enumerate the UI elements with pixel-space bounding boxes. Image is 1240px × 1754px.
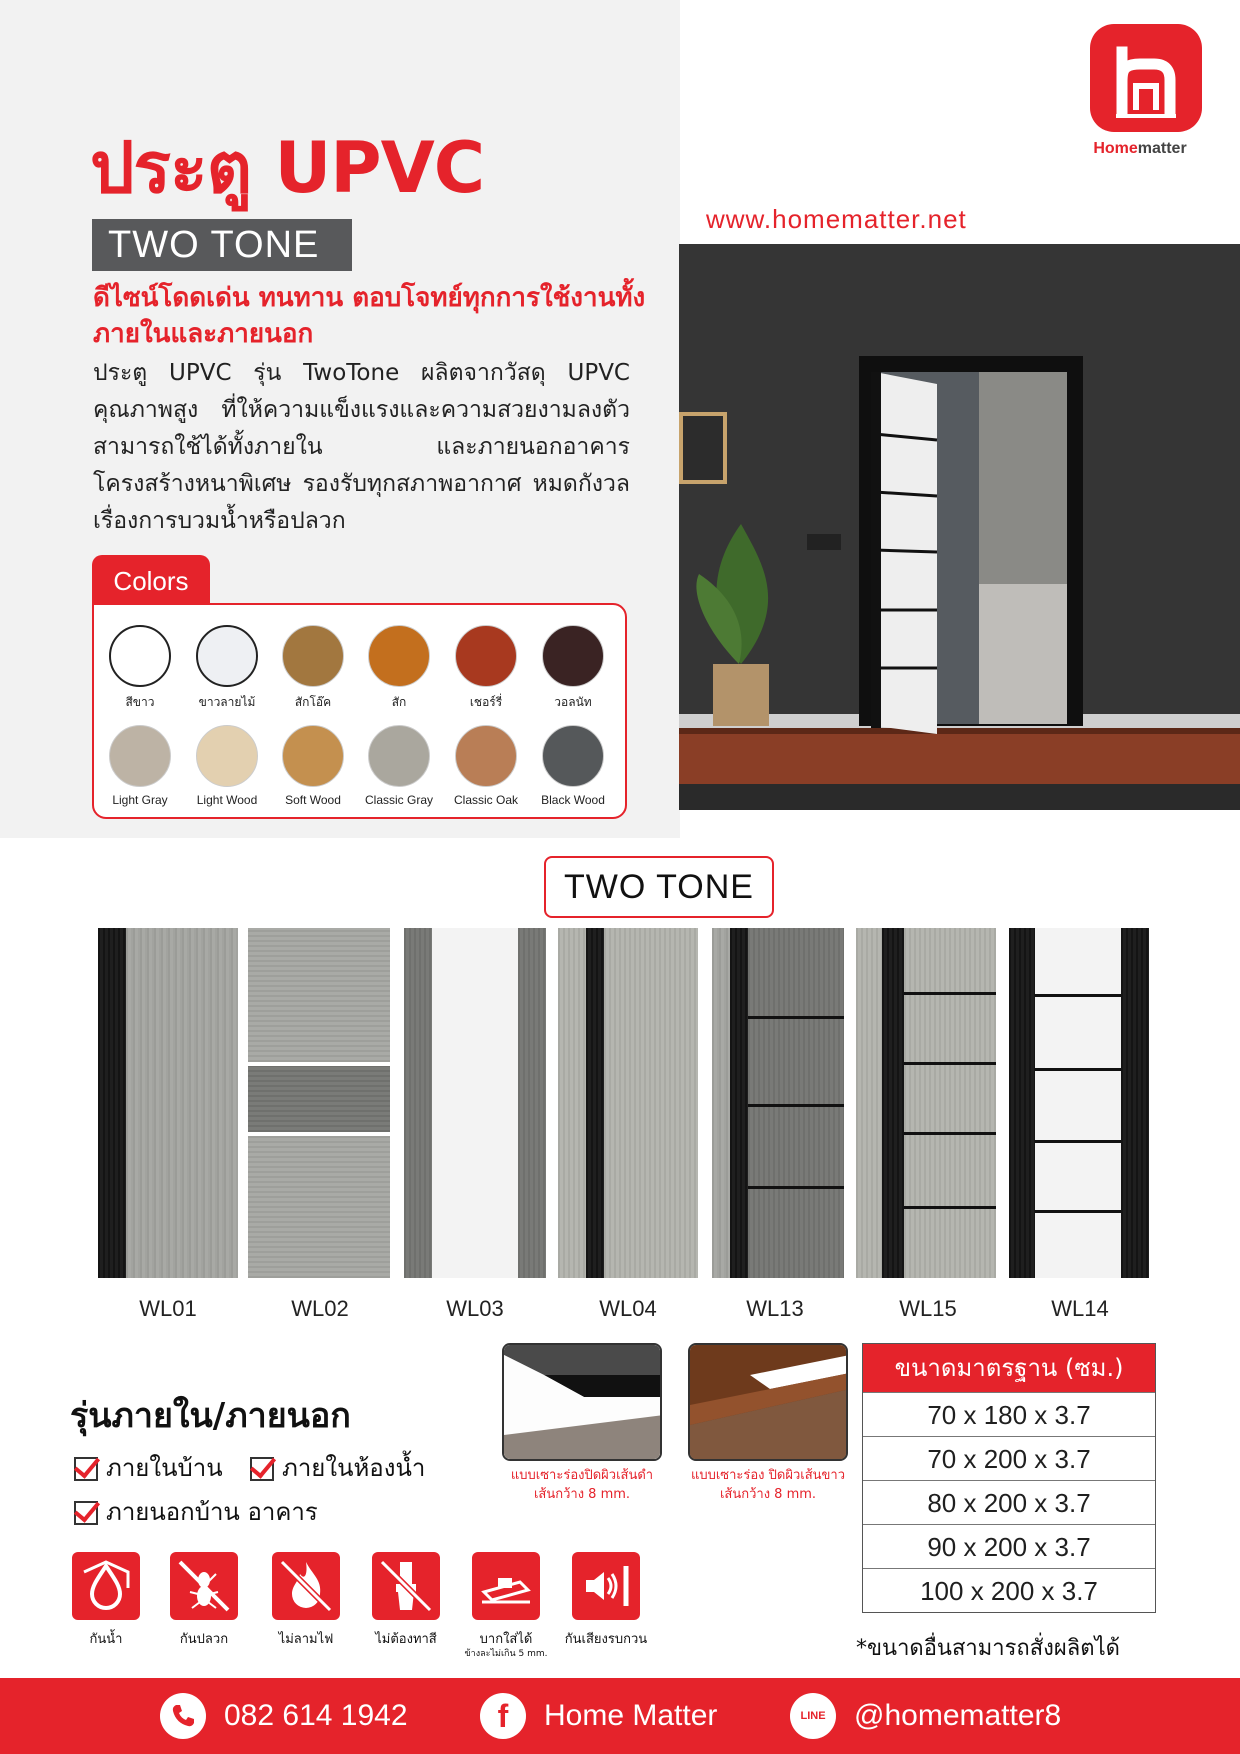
- phone-icon: [160, 1693, 206, 1739]
- color-swatch-label: เชอร์รี่: [469, 695, 503, 709]
- footer-facebook[interactable]: [480, 1688, 717, 1744]
- subheading: ดีไซน์โดดเด่น ทนทาน ตอบโจทย์ทุกการใช้งานทั้งภายในและภายนอก: [93, 283, 646, 349]
- colors-panel: [92, 603, 627, 819]
- door-model-wl04: [558, 928, 698, 1278]
- standard-sizes-table: [862, 1343, 1156, 1613]
- water-drop-icon: [72, 1552, 140, 1620]
- color-swatch[interactable]: [542, 625, 604, 687]
- usage-label: ภายในบ้าน: [106, 1454, 223, 1482]
- colors-tab: Colors: [92, 555, 210, 607]
- footer-phone[interactable]: [160, 1688, 408, 1744]
- facebook-name: Home Matter: [544, 1699, 718, 1732]
- feature-sublabel: ข้างละไม่เกิน 5 mm.: [464, 1649, 548, 1659]
- no-paint-icon: [372, 1552, 440, 1620]
- model-label: WL15: [899, 1296, 957, 1321]
- line-icon: LINE: [790, 1693, 836, 1739]
- groove-black-caption-line2: เส้นกว้าง 8 mm.: [533, 1487, 631, 1502]
- door-stripe-left: [856, 928, 882, 1278]
- model-label: WL13: [746, 1296, 804, 1321]
- usage-item: [250, 1448, 425, 1487]
- door-groove: [904, 1206, 996, 1209]
- color-swatch-label: Classic Gray: [364, 793, 433, 807]
- model-label: WL02: [291, 1296, 349, 1321]
- logo-text-matter: matter: [1137, 140, 1187, 157]
- door-groove: [1035, 1140, 1121, 1143]
- door-groove: [748, 1104, 844, 1107]
- color-swatch[interactable]: [368, 625, 430, 687]
- door-model-wl01: [98, 928, 238, 1278]
- door-stripe-black: [586, 928, 604, 1278]
- phone-number: 082 614 1942: [224, 1699, 408, 1732]
- door-room-photo: [679, 244, 1240, 810]
- door-stripe-right: [1121, 928, 1149, 1278]
- color-swatch[interactable]: [455, 625, 517, 687]
- door-panel: [432, 928, 518, 1278]
- usage-heading: รุ่นภายใน/ภายนอก: [70, 1396, 351, 1436]
- color-swatch-label: วอลนัท: [554, 695, 592, 709]
- color-swatch-label: สีขาว: [125, 695, 155, 709]
- door-panel: [126, 928, 238, 1278]
- door-model-wl13: [712, 928, 844, 1278]
- footer-line[interactable]: [790, 1688, 1061, 1744]
- door-panel: [904, 928, 996, 1278]
- door-groove: [1035, 994, 1121, 997]
- house-h-icon: [1090, 24, 1202, 132]
- door-panel-bottom: [248, 1136, 390, 1278]
- size-row: 100 x 200 x 3.7: [863, 1568, 1155, 1612]
- color-swatch-label: ขาวลายไม้: [198, 695, 256, 709]
- color-swatch-label: Classic Oak: [453, 793, 518, 807]
- size-row: 70 x 200 x 3.7: [863, 1436, 1155, 1480]
- door-stripe-black: [730, 928, 748, 1278]
- door-model-wl02: [248, 928, 390, 1278]
- feature-label: ไม่ต้องทาสี: [375, 1632, 437, 1647]
- sizes-header: ขนาดมาตรฐาน (ซม.): [863, 1344, 1155, 1392]
- color-swatch[interactable]: [109, 725, 171, 787]
- color-swatch[interactable]: [368, 725, 430, 787]
- color-swatch[interactable]: [196, 625, 258, 687]
- usage-item: [74, 1448, 223, 1487]
- door-stripe-left: [1009, 928, 1035, 1278]
- model-label: WL14: [1051, 1296, 1109, 1321]
- check-icon: [250, 1457, 274, 1481]
- logo-text-home: Home: [1093, 140, 1138, 157]
- door-groove: [1035, 1068, 1121, 1071]
- website-url[interactable]: www.homematter.net: [706, 204, 967, 234]
- no-fire-icon: [272, 1552, 340, 1620]
- custom-size-note: *ขนาดอื่นสามารถสั่งผลิตได้: [856, 1636, 1120, 1661]
- groove-white-caption-line1: แบบเซาะร่อง ปิดผิวเส้นขาว: [690, 1468, 846, 1483]
- door-model-wl03: [404, 928, 546, 1278]
- door-panel: [604, 928, 698, 1278]
- model-label: WL04: [599, 1296, 657, 1321]
- door-panel-middle: [248, 1066, 390, 1132]
- color-swatch[interactable]: [109, 625, 171, 687]
- groove-black-caption-line1: แบบเซาะร่องปิดผิวเส้นดำ: [510, 1468, 654, 1483]
- groove-white-caption: [668, 1466, 868, 1504]
- feature-label: ไม่ลามไฟ: [278, 1632, 334, 1647]
- description: ประตู UPVC รุ่น TwoTone ผลิตจากวัสดุ UPVC คุณภาพสูง ที่ให้ความแข็งแรงและความสวยงามลงตัว สามารถใช้ได้ทั้งภายใน และภายนอกอาคาร โครงสร้างหนาพิเศษ รองรับทุกสภาพอากาศ หมดกังวลเรื่องการบวมน้ำหรือปลวก: [93, 360, 630, 534]
- door-stripe-left: [558, 928, 586, 1278]
- color-swatch[interactable]: [196, 725, 258, 787]
- color-swatch-label: สัก: [391, 695, 407, 709]
- color-swatch-label: Black Wood: [541, 793, 605, 807]
- facebook-icon: f: [480, 1693, 526, 1739]
- color-swatch-label: สักโอ๊ค: [294, 695, 332, 709]
- door-groove: [748, 1016, 844, 1019]
- groove-black-thumbnail: [502, 1343, 662, 1461]
- door-stripe: [98, 928, 126, 1278]
- no-termite-icon: [170, 1552, 238, 1620]
- check-icon: [74, 1457, 98, 1481]
- size-row: 80 x 200 x 3.7: [863, 1480, 1155, 1524]
- door-stripe-black: [882, 928, 904, 1278]
- groove-white-thumbnail: [688, 1343, 848, 1461]
- size-row: 90 x 200 x 3.7: [863, 1524, 1155, 1568]
- door-groove: [904, 1062, 996, 1065]
- logo-wordmark: [1060, 140, 1220, 158]
- door-panel: [1035, 928, 1121, 1278]
- door-model-wl15: [856, 928, 996, 1278]
- groove-white-caption-line2: เส้นกว้าง 8 mm.: [719, 1487, 817, 1502]
- feature-label: บากใส่ได้: [479, 1632, 533, 1647]
- model-label: WL01: [139, 1296, 197, 1321]
- door-model-wl14: [1009, 928, 1149, 1278]
- feature-label: กันน้ำ: [89, 1632, 123, 1647]
- feature-label: กันเสียงรบกวน: [564, 1632, 648, 1647]
- feature-label: กันปลวก: [179, 1632, 229, 1647]
- model-label: WL03: [446, 1296, 504, 1321]
- two-tone-badge: TWO TONE: [92, 219, 352, 271]
- models-heading: TWO TONE: [544, 856, 774, 918]
- door-groove: [748, 1186, 844, 1189]
- plane-tool-icon: [472, 1552, 540, 1620]
- door-groove: [904, 1132, 996, 1135]
- check-icon: [74, 1501, 98, 1525]
- usage-label: ภายนอกบ้าน อาคาร: [106, 1498, 318, 1526]
- page-title: ประตู UPVC: [90, 127, 485, 209]
- groove-black-caption: [482, 1466, 682, 1504]
- size-row: 70 x 180 x 3.7: [863, 1392, 1155, 1436]
- door-panel-top: [248, 928, 390, 1062]
- color-swatch[interactable]: [455, 725, 517, 787]
- usage-item: [74, 1492, 318, 1531]
- color-swatch-label: Light Wood: [196, 793, 258, 807]
- door-panel: [748, 928, 844, 1278]
- usage-label: ภายในห้องน้ำ: [282, 1454, 426, 1482]
- color-swatch-label: Soft Wood: [285, 793, 341, 807]
- homematter-logo: [1090, 24, 1202, 132]
- color-swatch[interactable]: [542, 725, 604, 787]
- door-stripe-left: [404, 928, 432, 1278]
- sound-block-icon: [572, 1552, 640, 1620]
- door-stripe-left: [712, 928, 730, 1278]
- color-swatch[interactable]: [282, 725, 344, 787]
- door-groove: [1035, 1210, 1121, 1213]
- color-swatch[interactable]: [282, 625, 344, 687]
- line-id: @homematter8: [854, 1699, 1062, 1732]
- door-stripe-right: [518, 928, 546, 1278]
- color-swatch-label: Light Gray: [112, 793, 168, 807]
- door-groove: [904, 992, 996, 995]
